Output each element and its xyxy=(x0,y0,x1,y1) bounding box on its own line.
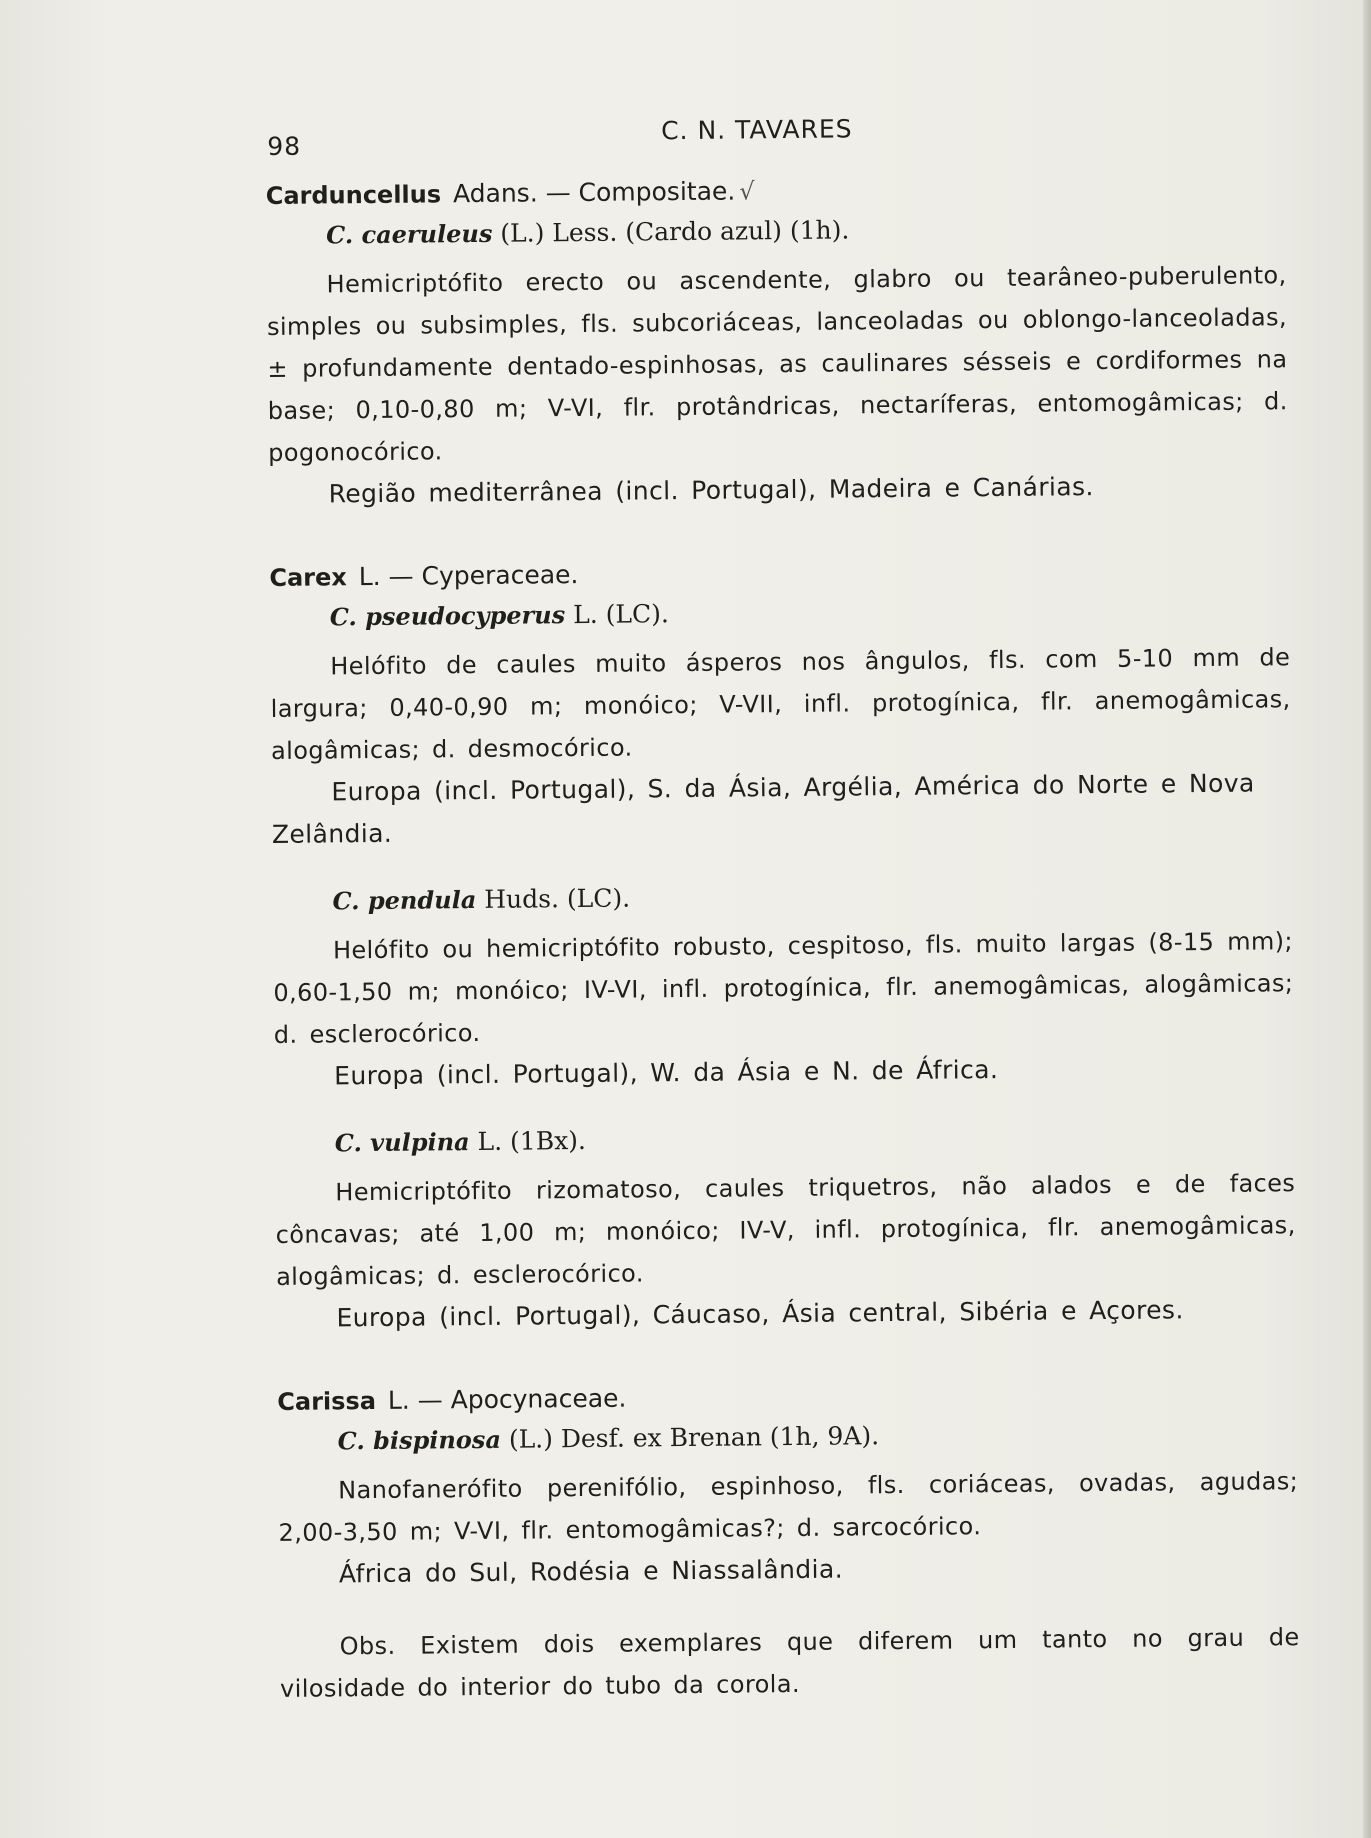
page-number: 98 xyxy=(267,131,302,161)
genus-name: Carex xyxy=(269,563,347,592)
species-heading xyxy=(326,208,1286,253)
species-entry xyxy=(270,590,1292,856)
species-name: C. caeruleus xyxy=(325,218,493,250)
species-name: C. pseudocyperus xyxy=(329,600,566,632)
species-description: Hemicriptófito rizomatoso, caules triquetros, não alados e de faces côncavas; até 1,00 m; monóico; IV-V, infl. protogínica, flr. anemogâmicas, alogâmicas; d. esclerocórico. xyxy=(275,1169,1296,1291)
genus-heading xyxy=(269,550,1289,596)
genus-heading xyxy=(277,1374,1297,1420)
species-distribution: Europa (incl. Portugal), Cáucaso, Ásia central, Sibéria e Açores. xyxy=(336,1295,1184,1333)
genus-name: Carissa xyxy=(277,1386,377,1416)
species-entry xyxy=(278,1414,1300,1596)
species-description: Nanofanerófito perenifólio, espinhoso, fls. coriáceas, ovadas, agudas; 2,00-3,50 m; V-VI, flr. entomogâmicas?; d. sarcocórico. xyxy=(278,1467,1299,1547)
genus-family: Adans. — Compositae. xyxy=(452,176,736,209)
page-content xyxy=(265,108,1301,1754)
page-edge-shadow xyxy=(1363,0,1371,1838)
species-description: Helófito de caules muito ásperos nos ângulos, fls. com 5-10 mm de largura; 0,40-0,90 m; monóico; V-VII, infl. protogínica, flr. anemogâmicas, alogâmicas; d. desmocórico. xyxy=(270,643,1291,765)
running-head xyxy=(265,108,1286,178)
species-name: C. bispinosa xyxy=(337,1424,502,1456)
species-distribution: Europa (incl. Portugal), S. da Ásia, Argélia, América do Norte e Nova Zelândia. xyxy=(271,768,1255,849)
species-authority: (L.) Desf. ex Brenan (1h, 9A). xyxy=(508,1421,880,1454)
species-heading xyxy=(335,1116,1295,1161)
species-heading xyxy=(338,1414,1298,1459)
species-entry xyxy=(272,874,1294,1098)
species-entry xyxy=(266,208,1289,516)
genus-family: L. — Apocynaceae. xyxy=(387,1383,627,1415)
species-description: Helófito ou hemicriptófito robusto, cespitoso, fls. muito largas (8-15 mm); 0,60-1,50 m; monóico; IV-VI, infl. protogínica, flr. anemogâmicas, alogâmicas; d. esclerocórico. xyxy=(273,927,1294,1049)
species-authority: Huds. (LC). xyxy=(484,883,631,914)
species-description: Hemicriptófito erecto ou ascendente, glabro ou tearâneo-puberulento, simples ou subsimples, fls. subcoriáceas, lanceoladas ou oblongo-lanceoladas, ± profundamente dentado-espinhosas, as caulinares sésseis e cordiformes na base; 0,10-0,80 m; V-VI, flr. protândricas, nectaríferas, entomogâmicas; d. pogonocórico. xyxy=(266,261,1288,467)
species-name: C. pendula xyxy=(332,885,477,916)
header-title: C. N. TAVARES xyxy=(661,114,853,146)
species-name: C. vulpina xyxy=(334,1127,470,1158)
species-distribution: Europa (incl. Portugal), W. da Ásia e N. de África. xyxy=(334,1055,999,1091)
species-entry xyxy=(275,1116,1297,1340)
species-authority: L. (1Bx). xyxy=(477,1125,587,1157)
genus-family: L. — Cyperaceae. xyxy=(358,560,579,592)
species-authority: (L.) Less. (Cardo azul) (1h). xyxy=(500,215,850,248)
species-heading xyxy=(332,874,1292,919)
genus-section-carduncellus xyxy=(266,168,1289,516)
species-distribution: Região mediterrânea (incl. Portugal), Madeira e Canárias. xyxy=(328,472,1094,509)
genus-name: Carduncellus xyxy=(265,180,442,210)
genus-section-carissa xyxy=(277,1374,1300,1710)
genus-section-carex xyxy=(269,550,1296,1340)
species-distribution: África do Sul, Rodésia e Niassalândia. xyxy=(338,1554,844,1589)
species-heading xyxy=(330,590,1290,635)
species-authority: L. (LC). xyxy=(573,599,669,630)
check-mark-icon: √ xyxy=(739,177,755,206)
observation-note: Obs. Existem dois exemplares que diferem um tanto no grau de vilosidade do interior do tubo da corola. xyxy=(279,1623,1300,1703)
